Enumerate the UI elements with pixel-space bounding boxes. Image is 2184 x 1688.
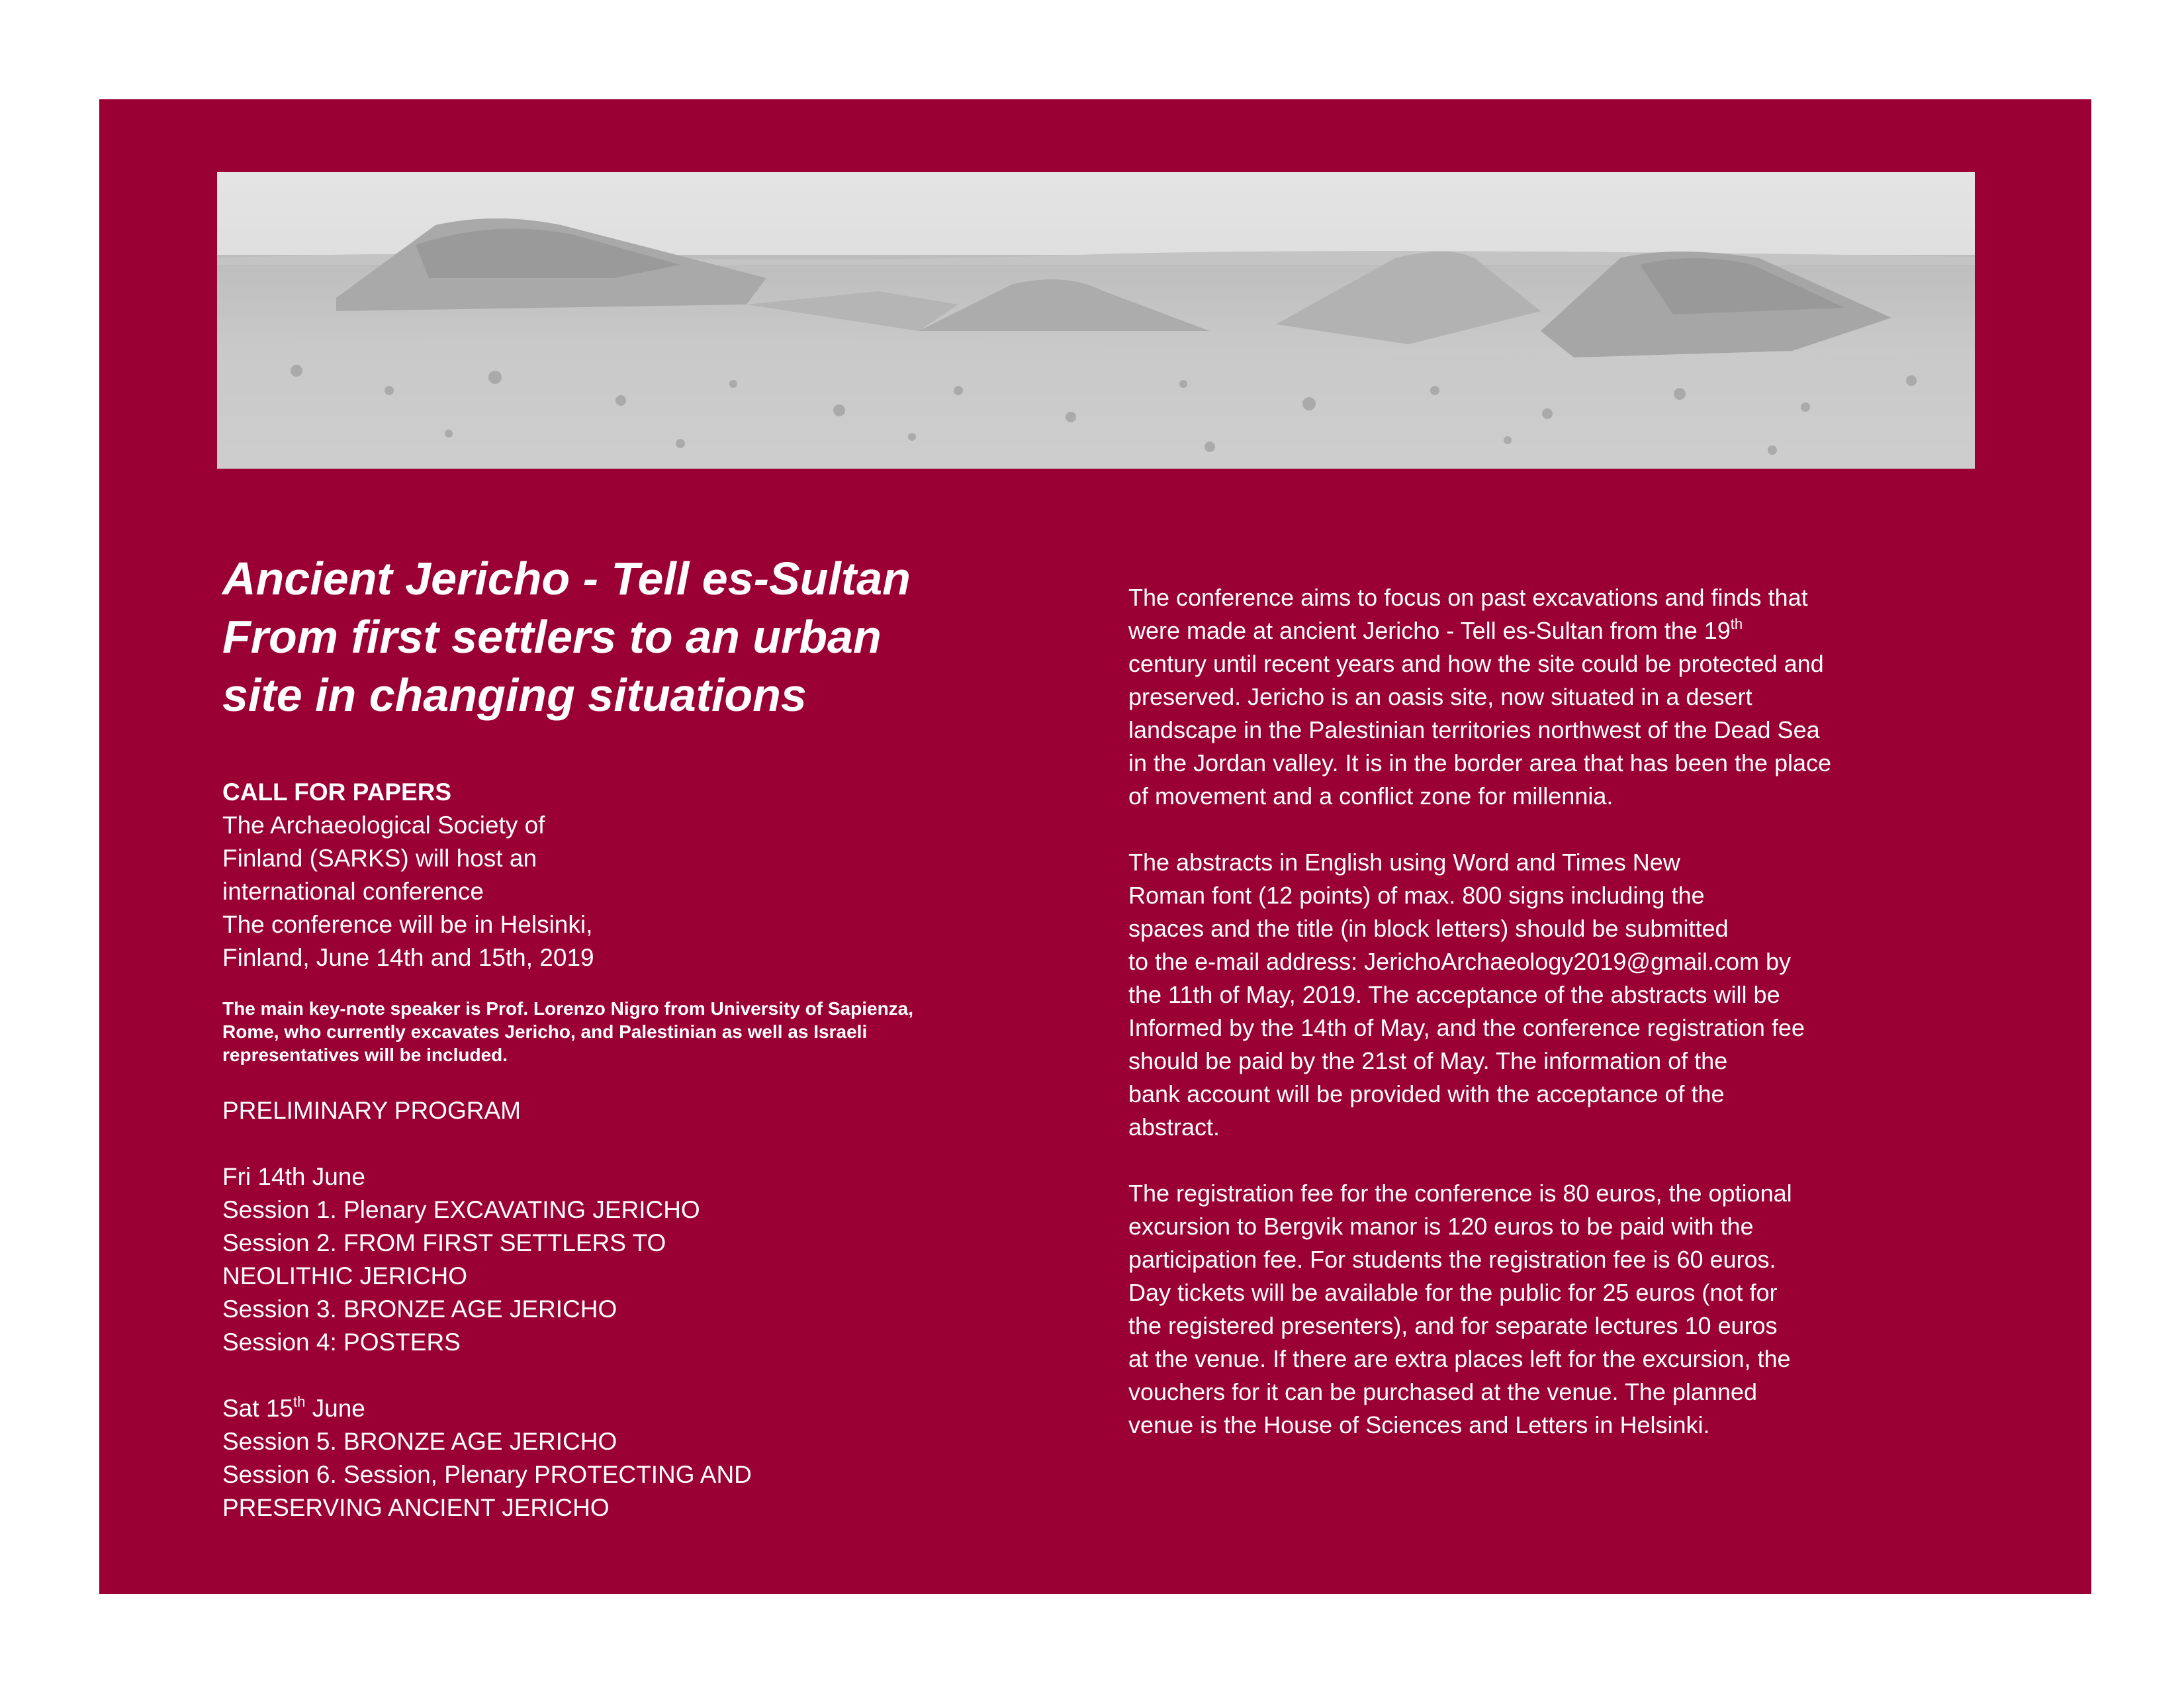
registration-line: The registration fee for the conference is 80 euros, the optional (1128, 1180, 1792, 1207)
registration-line: the registered presenters), and for separate lectures 10 euros (1128, 1312, 1778, 1339)
aims-line: century until recent years and how the site could be protected and (1128, 650, 1824, 677)
abstracts-line: abstract. (1128, 1113, 1220, 1141)
landscape-photo-icon (217, 172, 1975, 469)
abstracts-line: The abstracts in English using Word and Times New (1128, 849, 1680, 876)
keynote-line: Rome, who currently excavates Jericho, and Palestinian as well as Israeli (222, 1021, 868, 1042)
conference-title (222, 549, 1056, 724)
aims-line-text: were made at ancient Jericho - Tell es-Sultan from the 19 (1128, 617, 1731, 644)
program-heading: PRELIMINARY PROGRAM (222, 1097, 521, 1124)
day-label-text: June (305, 1395, 365, 1422)
title-line: site in changing situations (222, 669, 807, 721)
program-session: NEOLITHIC JERICHO (222, 1262, 468, 1289)
title-line: Ancient Jericho - Tell es-Sultan (222, 553, 911, 604)
registration-paragraph (1128, 1177, 2009, 1442)
keynote-speaker-note (222, 997, 1056, 1066)
call-for-papers-heading: CALL FOR PAPERS (222, 778, 452, 806)
program-session: Session 4: POSTERS (222, 1329, 461, 1356)
jericho-landscape-photo (217, 172, 1975, 469)
call-line: Finland, June 14th and 15th, 2019 (222, 944, 594, 971)
registration-line: venue is the House of Sciences and Letters in Helsinki. (1128, 1411, 1710, 1438)
program-session: Session 5. BRONZE AGE JERICHO (222, 1428, 617, 1455)
abstracts-line: bank account will be provided with the acceptance of the (1128, 1080, 1725, 1107)
day-label-suffix: th (293, 1393, 306, 1410)
aims-paragraph (1128, 581, 2009, 813)
call-line: The conference will be in Helsinki, (222, 911, 593, 938)
aims-line: landscape in the Palestinian territories northwest of the Dead Sea (1128, 716, 1820, 743)
program-day-label: Fri 14th June (222, 1163, 365, 1190)
abstracts-line: Roman font (12 points) of max. 800 signs including the (1128, 882, 1705, 909)
right-column (1128, 581, 2009, 1442)
aims-line: preserved. Jericho is an oasis site, now situated in a desert (1128, 683, 1752, 710)
day-label-text: Sat 15 (222, 1395, 293, 1422)
aims-line (1128, 614, 2009, 647)
abstracts-line: should be paid by the 21st of May. The information of the (1128, 1047, 1728, 1074)
call-for-papers-text (222, 809, 1056, 974)
registration-line: vouchers for it can be purchased at the venue. The planned (1128, 1378, 1757, 1405)
left-column (222, 549, 1056, 1524)
keynote-line: representatives will be included. (222, 1045, 508, 1065)
abstracts-paragraph (1128, 846, 2009, 1144)
call-line: international conference (222, 878, 484, 905)
registration-line: excursion to Bergvik manor is 120 euros to be paid with the (1128, 1213, 1754, 1240)
aims-line-suffix: th (1730, 616, 1743, 632)
aims-line: in the Jordan valley. It is in the border area that has been the place (1128, 749, 1831, 776)
keynote-line: The main key-note speaker is Prof. Lorenzo Nigro from University of Sapienza, (222, 998, 914, 1019)
registration-line: participation fee. For students the registration fee is 60 euros. (1128, 1246, 1776, 1273)
program-session: Session 3. BRONZE AGE JERICHO (222, 1295, 617, 1323)
aims-line: The conference aims to focus on past excavations and finds that (1128, 584, 1808, 611)
title-line: From first settlers to an urban (222, 611, 882, 663)
program-day-label (222, 1392, 1056, 1425)
abstracts-line: Informed by the 14th of May, and the conference registration fee (1128, 1014, 1805, 1041)
aims-line: of movement and a conflict zone for millennia. (1128, 782, 1614, 810)
abstracts-line: spaces and the title (in block letters) should be submitted (1128, 915, 1729, 942)
abstracts-line: to the e-mail address: JerichoArchaeology2019@gmail.com by (1128, 948, 1792, 975)
call-line: The Archaeological Society of (222, 812, 545, 839)
abstracts-line: the 11th of May, 2019. The acceptance of the abstracts will be (1128, 981, 1780, 1008)
program-session: Session 6. Session, Plenary PROTECTING AND (222, 1461, 752, 1488)
program-session: Session 1. Plenary EXCAVATING JERICHO (222, 1196, 700, 1223)
poster-panel (99, 99, 2091, 1594)
registration-line: Day tickets will be available for the public for 25 euros (not for (1128, 1279, 1778, 1306)
registration-line: at the venue. If there are extra places left for the excursion, the (1128, 1345, 1791, 1372)
program-session: PRESERVING ANCIENT JERICHO (222, 1494, 610, 1521)
program-session: Session 2. FROM FIRST SETTLERS TO (222, 1229, 666, 1256)
call-line: Finland (SARKS) will host an (222, 845, 537, 872)
